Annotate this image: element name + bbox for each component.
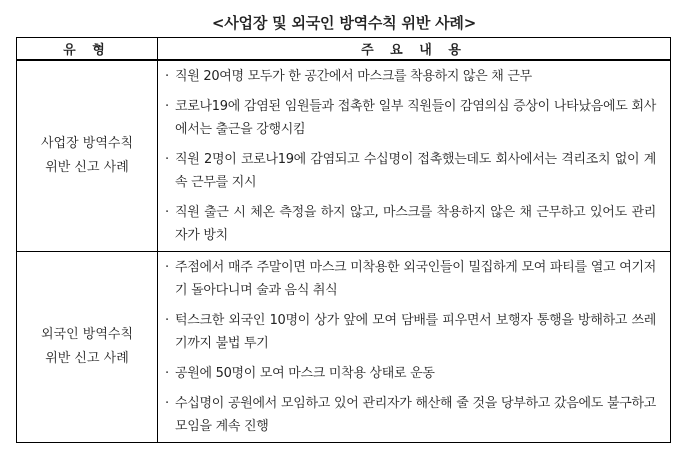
- list-item-text: 직원 출근 시 체온 측정을 하지 않고, 마스크를 착용하지 않은 채 근무하고 있어도 관리자가 방치: [175, 205, 656, 243]
- document-title: <사업장 및 외국인 방역수칙 위반 사례>: [211, 14, 477, 32]
- list-item-text: 코로나19에 감염된 임원들과 접촉한 일부 직원들이 감염의심 증상이 나타났음에도 회사에서는 출근을 강행시킴: [175, 99, 656, 137]
- list-item-text: 공원에 50명이 모여 마스크 미착용 상태로 운동: [175, 366, 435, 381]
- list-item: [165, 65, 656, 88]
- table-row: [17, 60, 671, 252]
- bullet: ·: [165, 99, 169, 114]
- bullet: ·: [165, 396, 169, 411]
- category-label-line1: 외국인 방역수칙: [40, 327, 134, 342]
- table-header-row: [17, 38, 671, 61]
- header-type: 유 형: [17, 38, 158, 61]
- bullet: ·: [165, 366, 169, 381]
- category-label-line2: 위반 신고 사례: [45, 351, 129, 366]
- bullet: ·: [165, 260, 169, 275]
- list-item: [165, 201, 656, 247]
- bullet: ·: [165, 205, 169, 220]
- list-item-text: 수십명이 공원에서 모임하고 있어 관리자가 해산해 줄 것을 당부하고 갔음에도 불구하고 모임을 계속 진행: [175, 396, 656, 434]
- bullet: ·: [165, 152, 169, 167]
- list-item-text: 직원 2명이 코로나19에 감염되고 수십명이 접촉했는데도 회사에서는 격리조치 없이 계속 근무를 지시: [175, 152, 656, 190]
- bullet: ·: [165, 69, 169, 84]
- list-item: [165, 392, 656, 438]
- table-row: [17, 252, 671, 443]
- list-item: [165, 256, 656, 302]
- content-cell: [158, 60, 671, 252]
- category-cell: [17, 60, 158, 252]
- list-item: [165, 309, 656, 355]
- header-main-content: 주 요 내 용: [158, 38, 671, 61]
- list-item: [165, 362, 656, 385]
- violation-cases-table: [16, 37, 671, 443]
- bullet: ·: [165, 313, 169, 328]
- category-label-line2: 위반 신고 사례: [45, 160, 129, 175]
- list-item-text: 직원 20여명 모두가 한 공간에서 마스크를 착용하지 않은 채 근무: [175, 69, 532, 84]
- list-item-text: 주점에서 매주 주말이면 마스크 미착용한 외국인들이 밀집하게 모여 파티를 열고 여기저기 돌아다니며 술과 음식 취식: [175, 260, 656, 298]
- category-cell: [17, 252, 158, 443]
- list-item-text: 턱스크한 외국인 10명이 상가 앞에 모여 담배를 피우면서 보행자 통행을 방해하고 쓰레기까지 불법 투기: [175, 313, 656, 351]
- list-item: [165, 148, 656, 194]
- category-label-line1: 사업장 방역수칙: [40, 136, 134, 151]
- content-cell: [158, 252, 671, 443]
- list-item: [165, 95, 656, 141]
